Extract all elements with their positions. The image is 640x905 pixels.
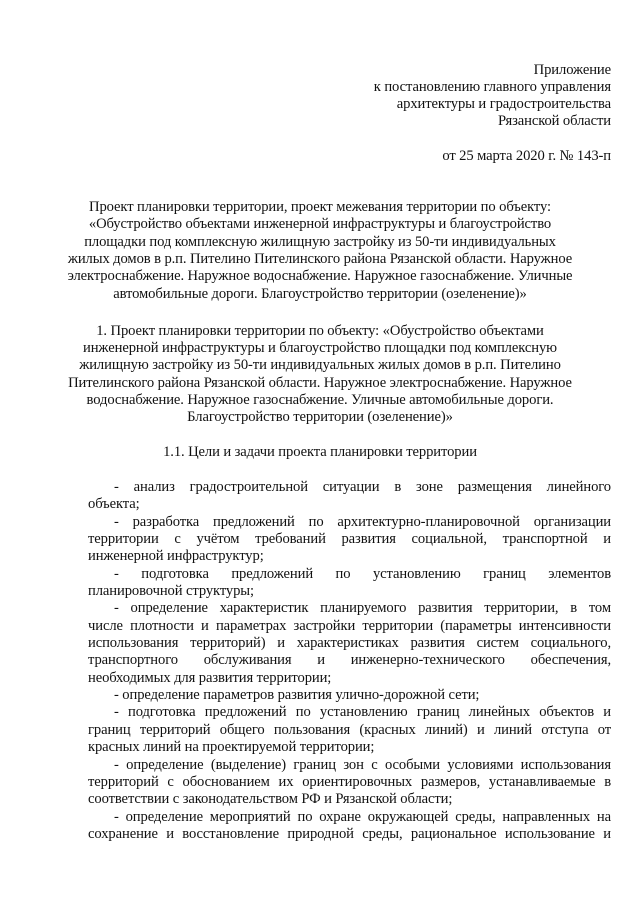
title-line: площадки под комплексную жилищную застройку из 50-ти индивидуальных: [84, 234, 556, 250]
title-line: «Обустройство объектами инженерной инфраструктуры и благоустройство: [88, 216, 552, 232]
list-item: транспортного обслуживания и инженерно-технического обеспечения,: [88, 652, 611, 668]
list-item: территорий с обоснованием их ориентировочных размеров, устанавливаемые в: [88, 774, 611, 790]
list-item: территории с учётом требований развития социальной, транспортной и: [88, 531, 611, 547]
list-item: инженерной инфраструктур;: [88, 548, 264, 564]
appendix-line-4: Рязанской области: [498, 113, 611, 129]
list-item: границ территорий общего пользования (красных линий) и линий отступа от: [88, 722, 611, 738]
subsection-heading: 1.1. Цели и задачи проекта планировки территории: [163, 444, 477, 460]
list-item: сохранение и восстановление природной среды, рациональное использование и: [88, 826, 611, 842]
list-item: числе плотности и параметрах застройки территории (параметры интенсивности: [88, 618, 611, 634]
title-line: жилых домов в р.п. Пителино Пителинского района Рязанской области. Наружное: [67, 251, 573, 267]
list-item: - определение характеристик планируемого развития территории, в том: [114, 600, 611, 616]
list-item: - подготовка предложений по установлению границ линейных объектов и: [114, 704, 611, 720]
list-item: - подготовка предложений по установлению границ элементов: [114, 566, 611, 582]
list-item: соответствии с законодательством РФ и Рязанской области;: [88, 791, 453, 807]
title-line: Проект планировки территории, проект межевания территории по объекту:: [89, 199, 551, 215]
section-heading-line: водоснабжение. Наружное газоснабжение. Уличные автомобильные дороги.: [86, 392, 554, 408]
section-heading-line: инженерной инфраструктуры и благоустройство площадки под комплексную: [83, 340, 557, 356]
list-item: - анализ градостроительной ситуации в зоне размещения линейного: [114, 479, 611, 495]
section-heading-line: Благоустройство территории (озеленение)»: [187, 409, 453, 425]
section-heading-line: 1. Проект планировки территории по объекту: «Обустройство объектами: [96, 323, 544, 339]
list-item: - определение параметров развития улично-дорожной сети;: [114, 687, 480, 703]
list-item: - разработка предложений по архитектурно-планировочной организации: [114, 514, 611, 530]
title-line: электроснабжение. Наружное водоснабжение. Наружное газоснабжение. Уличные: [67, 268, 573, 284]
section-heading-line: жилищную застройку из 50-ти индивидуальных жилых домов в р.п. Пителино: [79, 357, 561, 373]
list-item: объекта;: [88, 496, 140, 512]
appendix-line-2: к постановлению главного управления: [373, 79, 611, 95]
list-item: планировочной структуры;: [88, 583, 254, 599]
list-item: - определение мероприятий по охране окружающей среды, направленных на: [114, 809, 611, 825]
title-line: автомобильные дороги. Благоустройство территории (озеленение)»: [113, 286, 527, 302]
list-item: красных линий на проектируемой территории;: [88, 739, 375, 755]
list-item: необходимых для развития территории;: [88, 670, 332, 686]
document-date: от 25 марта 2020 г. № 143-п: [442, 148, 611, 164]
appendix-label: Приложение: [533, 62, 611, 78]
section-heading-line: Пителинского района Рязанской области. Наружное электроснабжение. Наружное: [68, 375, 572, 391]
list-item: использования территорий) и характеристиках развития систем социального,: [88, 635, 611, 651]
appendix-line-3: архитектуры и градостроительства: [396, 96, 611, 112]
list-item: - определение (выделение) границ зон с особыми условиями использования: [114, 757, 611, 773]
